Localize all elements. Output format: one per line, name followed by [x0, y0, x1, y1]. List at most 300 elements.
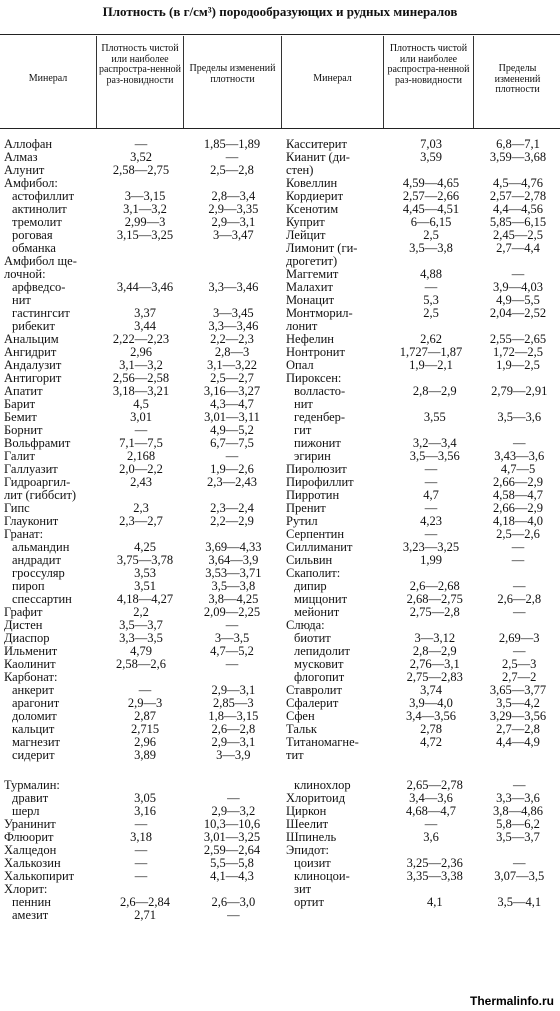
range-value: 3,5—3,7: [496, 830, 540, 844]
table-row: [4, 255, 278, 268]
density-value: 4,72: [420, 735, 442, 749]
table-row: [4, 658, 278, 671]
range-value: 2,3—2,43: [207, 475, 257, 489]
mineral-name: пижонит: [294, 437, 341, 450]
density-value: 2,71: [134, 908, 156, 922]
mineral-name: флогопит: [294, 671, 345, 684]
range-value: 2,66—2,9: [493, 501, 543, 515]
range-value: 2,69—3: [498, 631, 540, 645]
header-bottom-rule: [0, 128, 560, 129]
density-value: 2,8—2,9: [412, 384, 457, 398]
range-value: 2,2—2,9: [210, 514, 254, 528]
range-value: —: [511, 553, 525, 567]
range-value: 2,6—3,0: [211, 895, 256, 909]
range-value: 3,9—4,03: [493, 280, 543, 294]
density-value: —: [424, 462, 438, 476]
page-title: Плотность (в г/см³) породообразующих и рудных минералов: [102, 4, 458, 19]
range-value: 4,7—5: [500, 462, 536, 476]
range-value: 3,5—3,6: [497, 410, 542, 424]
density-value: —: [424, 280, 438, 294]
range-value: —: [511, 267, 525, 281]
mineral-name: гит: [294, 424, 312, 437]
mineral-name: Вольфрамит: [4, 437, 71, 450]
range-value: 3,29—3,56: [489, 709, 547, 723]
mineral-name: Халькопирит: [4, 870, 75, 883]
mineral-name: арагонит: [12, 697, 60, 710]
density-value: 4,79: [130, 644, 152, 658]
header-divider-center: [281, 36, 282, 128]
mineral-name: Лейцит: [286, 229, 326, 242]
mineral-name: Уранинит: [4, 818, 56, 831]
density-value: 3,2—3,4: [412, 436, 457, 450]
density-value: 6—6,15: [410, 215, 452, 229]
range-value: 3—3,47: [213, 228, 254, 242]
range-value: 2,04—2,52: [489, 306, 547, 320]
mineral-name: Андалузит: [4, 359, 62, 372]
density-value: [386, 749, 476, 762]
density-value: 3,4—3,6: [409, 791, 453, 805]
mineral-name: дрогетит): [286, 255, 338, 268]
header-mineral-right: Минерал: [313, 73, 352, 84]
range-value: 2,8—3,4: [211, 189, 256, 203]
mineral-name: [286, 762, 386, 779]
range-value: 3,01—3,25: [203, 830, 261, 844]
table-row: [4, 476, 278, 489]
mineral-name: Антигорит: [4, 372, 62, 385]
density-value: 2,43: [130, 475, 152, 489]
right-column-table: [286, 138, 560, 909]
density-value: 4,7: [423, 488, 439, 502]
density-value: 3,35—3,38: [406, 869, 463, 883]
density-value: —: [134, 423, 148, 437]
mineral-name: Слюда:: [286, 619, 325, 632]
range-value: 3,69—4,33: [205, 540, 262, 554]
mineral-name: рибекит: [12, 320, 55, 333]
mineral-name: Амфибол ще-: [4, 255, 77, 268]
density-value: 2,87: [134, 709, 156, 723]
mineral-name: мусковит: [294, 658, 344, 671]
mineral-name: Алунит: [4, 164, 45, 177]
mineral-name: Маггемит: [286, 268, 339, 281]
density-value: 4,1: [426, 895, 443, 909]
mineral-name: магнезит: [12, 736, 60, 749]
density-value: 4,45—4,51: [402, 202, 460, 216]
mineral-name: Гидроаргил-: [4, 476, 71, 489]
density-value: 3,37: [134, 306, 156, 320]
mineral-name: Диаспор: [4, 632, 50, 645]
mineral-name: стен): [286, 164, 314, 177]
range-value: 3—3,45: [213, 306, 254, 320]
mineral-name: Малахит: [286, 281, 333, 294]
table-row: [286, 831, 560, 844]
density-value: 3,16: [134, 804, 156, 818]
table-row: [286, 762, 560, 779]
density-value: 2,96: [130, 345, 152, 359]
mineral-name: андрадит: [12, 554, 61, 567]
table-row: [286, 385, 560, 398]
density-value: 5,3: [423, 293, 439, 307]
mineral-name: Куприт: [286, 216, 325, 229]
density-value: 2,0—2,2: [119, 462, 163, 476]
mineral-name: Лимонит (ги-: [286, 242, 358, 255]
mineral-name: клиноцои-: [294, 870, 350, 883]
range-value: 4,4—4,9: [496, 735, 540, 749]
range-value: 2,7—2: [502, 670, 537, 684]
density-value: 2,58—2,6: [116, 657, 166, 671]
mineral-name: Бемит: [4, 411, 37, 424]
density-value: 4,25: [134, 540, 156, 554]
table-row: [4, 229, 278, 242]
mineral-name: Дистен: [4, 619, 43, 632]
density-value: 2,715: [130, 722, 160, 736]
mineral-name: Нефелин: [286, 333, 334, 346]
density-value: 2,75—2,83: [406, 670, 463, 684]
range-value: 1,9—2,5: [496, 358, 540, 372]
mineral-name: Галлуазит: [4, 463, 58, 476]
mineral-name: Силлиманит: [286, 541, 353, 554]
mineral-name: тит: [286, 749, 304, 762]
mineral-name: Анальцим: [4, 333, 59, 346]
density-value: 2,22—2,23: [112, 332, 170, 346]
range-value: 6,8—7,1: [496, 137, 540, 151]
mineral-name: цоизит: [294, 857, 331, 870]
table-row: [4, 762, 278, 779]
density-value: 3,15—3,25: [116, 228, 174, 242]
density-value: [96, 762, 186, 779]
density-value: 3,5—3,56: [409, 449, 460, 463]
density-value: 3,05: [134, 791, 156, 805]
range-value: 4,4—4,56: [493, 202, 543, 216]
table-row: [4, 749, 278, 762]
range-value: 3—3,5: [214, 631, 250, 645]
density-value: [96, 255, 186, 268]
density-value: 3,55: [423, 410, 446, 424]
range-value: —: [225, 449, 239, 463]
table-row: [286, 870, 560, 883]
mineral-name: Турмалин:: [4, 779, 60, 792]
range-value: 10,3—10,6: [203, 817, 261, 831]
range-value: 3—3,9: [216, 748, 251, 762]
table-row: [286, 359, 560, 372]
range-value: 2,7—2,8: [496, 722, 540, 736]
mineral-name: Эпидот:: [286, 844, 330, 857]
range-value: 3,07—3,5: [494, 869, 545, 883]
mineral-name: Сфалерит: [286, 697, 339, 710]
mineral-name: Тальк: [286, 723, 317, 736]
range-value: 5,85—6,15: [489, 215, 547, 229]
table-row: [4, 242, 278, 255]
mineral-name: Кордиерит: [286, 190, 344, 203]
mineral-name: Титаномагне-: [286, 736, 359, 749]
mineral-name: актинолит: [12, 203, 67, 216]
mineral-name: Флюорит: [4, 831, 54, 844]
table-row: [286, 307, 560, 320]
density-value: —: [138, 683, 152, 697]
density-value: 2,8—2,9: [412, 644, 457, 658]
density-value: 2,99—3: [124, 215, 166, 229]
header-divider: [183, 36, 184, 128]
header-range-left: Пределы изменений плотности: [189, 63, 276, 85]
density-value: —: [134, 137, 148, 151]
range-value: 2,66—2,9: [493, 475, 543, 489]
density-value: 2,76—3,1: [409, 657, 460, 671]
density-value: 1,99: [420, 553, 442, 567]
table-row: [286, 736, 560, 749]
density-value: 2,6—2,68: [409, 579, 460, 593]
mineral-name: Халцедон: [4, 844, 57, 857]
mineral-name: сидерит: [12, 749, 55, 762]
range-value: 3,64—3,9: [208, 553, 259, 567]
density-value: 4,68—4,7: [406, 804, 456, 818]
range-value: —: [225, 618, 239, 632]
density-value: [386, 762, 476, 779]
mineral-name: шерл: [12, 805, 40, 818]
density-value: 4,23: [420, 514, 442, 528]
density-value: 3,51: [134, 579, 156, 593]
mineral-name: Хлорит:: [4, 883, 48, 896]
density-value: 1,9—2,1: [409, 358, 453, 372]
mineral-name: дипир: [294, 580, 327, 593]
density-value: 2,58—2,75: [112, 163, 170, 177]
mineral-name: альмандин: [12, 541, 70, 554]
mineral-name: зит: [294, 883, 312, 896]
range-value: 2,2—2,3: [210, 332, 254, 346]
density-value: 2,168: [126, 449, 156, 463]
range-value: —: [227, 908, 240, 922]
mineral-name: миццонит: [294, 593, 348, 606]
mineral-name: Гипс: [4, 502, 30, 515]
range-value: —: [511, 540, 525, 554]
range-value: 2,45—2,5: [493, 228, 543, 242]
range-value: 3,65—3,77: [489, 683, 547, 697]
range-value: 2,5—2,8: [210, 163, 254, 177]
density-value: 2,96: [134, 735, 156, 749]
range-value: 3,59—3,68: [489, 150, 547, 164]
mineral-name: Пиролюзит: [286, 463, 347, 476]
mineral-name: лочной:: [4, 268, 46, 281]
density-value: 3,1—3,2: [123, 202, 167, 216]
range-value: 4,3—4,7: [210, 397, 254, 411]
density-value: 2,3: [133, 501, 149, 515]
density-value: 3,44—3,46: [116, 280, 174, 294]
mineral-name: Ильменит: [4, 645, 58, 658]
mineral-name: Ковеллин: [286, 177, 338, 190]
range-value: 3,5—4,1: [497, 895, 542, 909]
range-value: 1,8—3,15: [208, 709, 259, 723]
density-value: 3,1—3,2: [119, 358, 163, 372]
mineral-name: геденбер-: [294, 411, 346, 424]
mineral-name: кальцит: [12, 723, 55, 736]
density-value: 3,59: [420, 150, 442, 164]
range-value: —: [512, 579, 526, 593]
range-value: —: [225, 657, 239, 671]
density-value: 3,89: [134, 748, 156, 762]
range-value: 3,01—3,11: [204, 410, 260, 424]
density-value: 2,3—2,7: [119, 514, 163, 528]
density-value: 3,3—3,5: [119, 631, 163, 645]
density-value: 2,75—2,8: [409, 605, 460, 619]
mineral-name: лит (гиббсит): [4, 489, 77, 502]
density-value: 3,75—3,78: [116, 553, 174, 567]
density-value: 2,62: [420, 332, 442, 346]
mineral-name: лепидолит: [294, 645, 350, 658]
header-divider: [473, 36, 474, 128]
mineral-name: пеннин: [12, 896, 51, 909]
mineral-name: Серпентин: [286, 528, 345, 541]
mineral-name: Хлоритоид: [286, 792, 346, 805]
density-value: 2,9—3: [127, 696, 163, 710]
mineral-name: ортит: [294, 896, 324, 909]
mineral-name: Пироксен:: [286, 372, 342, 385]
table-row: [286, 411, 560, 424]
table-row: [4, 515, 278, 528]
mineral-name: нит: [12, 294, 31, 307]
mineral-name: Гранат:: [4, 528, 44, 541]
density-value: 2,2: [133, 605, 149, 619]
density-value: 2,57—2,66: [402, 189, 460, 203]
range-value: 2,9—3,35: [208, 202, 259, 216]
density-value: 3,18: [130, 830, 152, 844]
mineral-name: пироп: [12, 580, 45, 593]
mineral-name: лонит: [286, 320, 318, 333]
range-value: 1,72—2,5: [493, 345, 543, 359]
density-value: 3,6: [423, 830, 439, 844]
density-value: 2,5: [423, 228, 439, 242]
mineral-name: биотит: [294, 632, 331, 645]
range-value: 2,9—3,1: [211, 215, 256, 229]
mineral-name: Пирофиллит: [286, 476, 354, 489]
mineral-name: Халькозин: [4, 857, 61, 870]
density-value: 3,4—3,56: [406, 709, 456, 723]
mineral-name: Пренит: [286, 502, 326, 515]
range-value: —: [512, 436, 526, 450]
range-value: —: [225, 150, 239, 164]
density-value: 3,53: [134, 566, 156, 580]
mineral-name: нит: [294, 398, 313, 411]
header-divider: [96, 36, 97, 128]
range-value: 2,5—3: [502, 657, 537, 671]
range-value: —: [227, 791, 240, 805]
range-value: 3,3—3,46: [208, 319, 259, 333]
table-row: [4, 909, 278, 922]
range-value: 4,5—4,76: [493, 176, 543, 190]
density-value: —: [134, 869, 148, 883]
mineral-name: доломит: [12, 710, 57, 723]
mineral-name: Глауконит: [4, 515, 59, 528]
range-value: 3,3—3,46: [208, 280, 259, 294]
mineral-name: Амфибол:: [4, 177, 58, 190]
density-value: 3,44: [134, 319, 156, 333]
mineral-name: роговая: [12, 229, 53, 242]
range-value: 3,53—3,71: [205, 566, 262, 580]
table-row: [286, 151, 560, 164]
mineral-name: гастингсит: [12, 307, 70, 320]
density-value: 3—3,15: [124, 189, 166, 203]
mineral-name: Пирротин: [286, 489, 340, 502]
mineral-name: Кианит (ди-: [286, 151, 350, 164]
range-value: 2,57—2,78: [489, 189, 547, 203]
range-value: 4,7—5,2: [210, 644, 254, 658]
mineral-name: Графит: [4, 606, 43, 619]
range-value: [476, 762, 560, 779]
table-row: [4, 870, 278, 883]
density-value: 2,56—2,58: [112, 371, 170, 385]
mineral-name: волласто-: [294, 385, 346, 398]
mineral-name: Апатит: [4, 385, 43, 398]
mineral-name: мейонит: [294, 606, 340, 619]
range-value: 4,58—4,7: [493, 488, 543, 502]
range-value: 2,9—3,1: [211, 683, 256, 697]
mineral-name: Алмаз: [4, 151, 38, 164]
range-value: 2,09—2,25: [203, 605, 261, 619]
header-density-right: Плотность чистой или наиболее распростра-ненной раз-новидности: [387, 43, 470, 86]
mineral-name: Рутил: [286, 515, 318, 528]
density-value: 2,78: [420, 722, 442, 736]
range-value: 2,9—3,2: [211, 804, 256, 818]
density-value: 7,1—7,5: [119, 436, 163, 450]
range-value: [476, 749, 560, 762]
mineral-name: Борнит: [4, 424, 43, 437]
density-value: —: [424, 527, 438, 541]
range-value: 4,18—4,0: [493, 514, 543, 528]
header-mineral-left: Минерал: [28, 73, 68, 84]
range-value: —: [512, 605, 526, 619]
density-value: 3,18—3,21: [112, 384, 170, 398]
header-density-left: Плотность чистой или наиболее распростра-ненной раз-новидности: [98, 43, 182, 86]
range-value: 4,9—5,2: [210, 423, 254, 437]
density-value: 2,5: [423, 306, 439, 320]
density-value: 3,74: [420, 683, 442, 697]
range-value: 2,6—2,8: [211, 722, 256, 736]
density-value: 3,5—3,7: [119, 618, 163, 632]
mineral-name: Карбонат:: [4, 671, 58, 684]
range-value: 3,8—4,86: [493, 804, 543, 818]
mineral-name: Монтморил-: [286, 307, 353, 320]
mineral-name: гроссуляр: [12, 567, 65, 580]
mineral-name: дравит: [12, 792, 49, 805]
mineral-name: эгирин: [294, 450, 331, 463]
density-value: 4,18—4,27: [116, 592, 174, 606]
mineral-name: Касситерит: [286, 138, 347, 151]
range-value: 1,9—2,6: [210, 462, 254, 476]
mineral-name: Аллофан: [4, 138, 53, 151]
density-value: 3,25—2,36: [406, 856, 463, 870]
range-value: 3,1—3,22: [207, 358, 257, 372]
density-value: —: [134, 843, 148, 857]
table-row: [4, 164, 278, 177]
mineral-name: Шеелит: [286, 818, 329, 831]
density-value: —: [424, 501, 438, 515]
density-value: 3,52: [130, 150, 152, 164]
range-value: 4,1—4,3: [210, 869, 254, 883]
range-value: 2,3—2,4: [210, 501, 254, 515]
range-value: 2,79—2,91: [491, 384, 548, 398]
mineral-name: арфведсо-: [12, 281, 66, 294]
density-value: 3,9—4,0: [409, 696, 453, 710]
range-value: [186, 762, 278, 779]
mineral-name: Сфен: [286, 710, 315, 723]
mineral-name: Монацит: [286, 294, 335, 307]
density-value: 7,03: [420, 137, 442, 151]
mineral-name: Галит: [4, 450, 35, 463]
mineral-name: обманка: [12, 242, 56, 255]
density-value: 2,65—2,78: [406, 778, 463, 792]
density-value: 3—3,12: [414, 631, 456, 645]
range-value: 2,7—4,4: [496, 241, 540, 255]
range-value: [189, 242, 278, 255]
density-value: 2,68—2,75: [406, 592, 463, 606]
mineral-name: клинохлор: [294, 779, 351, 792]
